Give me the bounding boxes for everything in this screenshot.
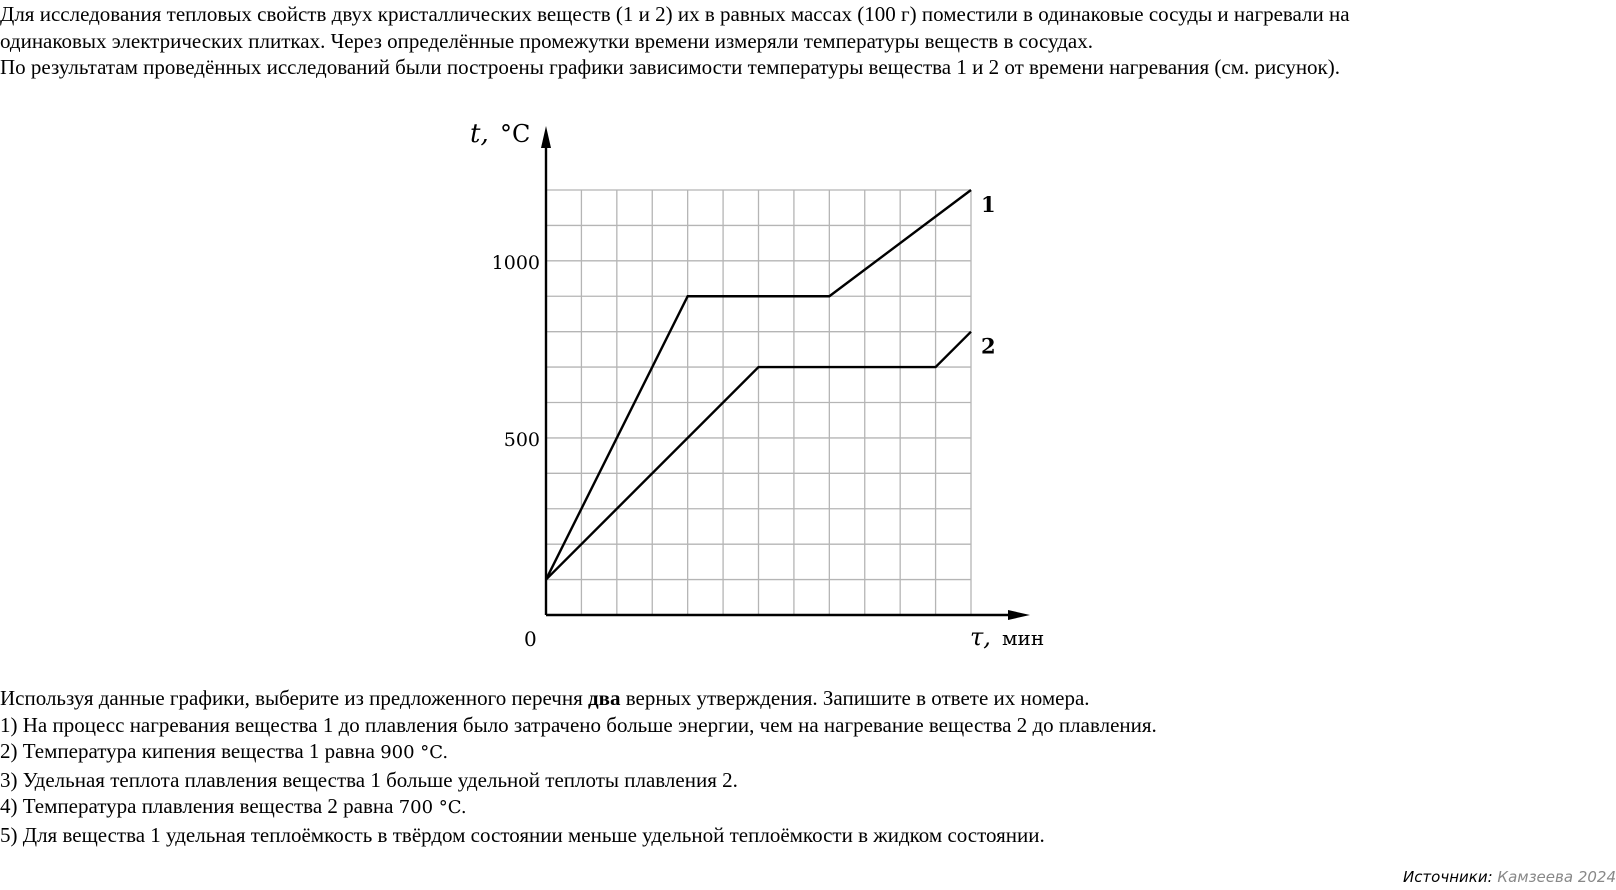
option-text: 5) Для вещества 1 удельная теплоёмкость в твёрдом состоянии меньше удельной теплоёмкости в жидком состоянии. <box>0 822 1045 847</box>
answer-option-1 <box>0 712 1157 739</box>
option-text: 4) Температура плавления вещества 2 равна <box>0 794 399 818</box>
intro-line-3: По результатам проведённых исследований были построены графики зависимости температуры вещества 1 и 2 от времени нагревания (см. рисунок). <box>0 55 1341 79</box>
series-label-2: 2 <box>981 333 996 359</box>
question-block <box>0 685 1157 848</box>
x-axis-arrow-icon <box>1008 610 1030 620</box>
prompt-emphasis: два <box>588 686 621 710</box>
prompt-text: Используя данные графики, выберите из предложенного перечня <box>0 686 589 710</box>
y-axis-arrow-icon <box>541 126 551 148</box>
series-label-1: 1 <box>981 192 996 217</box>
x-axis-label: τ, <box>970 623 991 651</box>
chart-svg <box>460 110 1060 660</box>
source-caption <box>1403 868 1616 886</box>
answer-option-3 <box>0 767 1157 794</box>
source-label: Источники: <box>1402 868 1493 886</box>
answer-option-4 <box>0 793 1157 822</box>
y-axis-unit: °C <box>500 120 531 148</box>
option-math: 700 °C. <box>398 797 467 818</box>
y-axis-label: t, <box>470 119 489 149</box>
option-text: 1) На процесс нагревания вещества 1 до плавления было затрачено больше энергии, чем на нагревание вещества 2 до плавления. <box>0 712 1157 737</box>
answer-option-2 <box>0 738 1157 767</box>
y-tick-label: 500 <box>503 428 540 451</box>
intro-line-1: Для исследования тепловых свойств двух кристаллических веществ (1 и 2) их в равных массах (100 г) поместили в одинаковые сосуды и нагревали на <box>0 2 1350 26</box>
prompt-text-end: верных утверждения. Запишите в ответе их номера. <box>620 686 1090 710</box>
option-text: 2) Температура кипения вещества 1 равна <box>0 739 381 763</box>
option-math: 900 °C. <box>380 742 449 763</box>
origin-label: 0 <box>524 627 537 651</box>
source-name[interactable]: Камзеева 2024 <box>1497 868 1616 886</box>
problem-intro <box>0 1 1350 81</box>
answer-option-5 <box>0 822 1157 849</box>
temperature-time-chart <box>460 110 1060 665</box>
option-text: 3) Удельная теплота плавления вещества 1 больше удельной теплоты плавления 2. <box>0 767 738 792</box>
intro-line-2: одинаковых электрических плитках. Через определённые промежутки времени измеряли температуры веществ в сосудах. <box>0 28 1093 53</box>
y-tick-label: 1000 <box>491 251 540 274</box>
x-axis-unit: мин <box>1002 626 1045 650</box>
question-prompt <box>0 685 1157 712</box>
